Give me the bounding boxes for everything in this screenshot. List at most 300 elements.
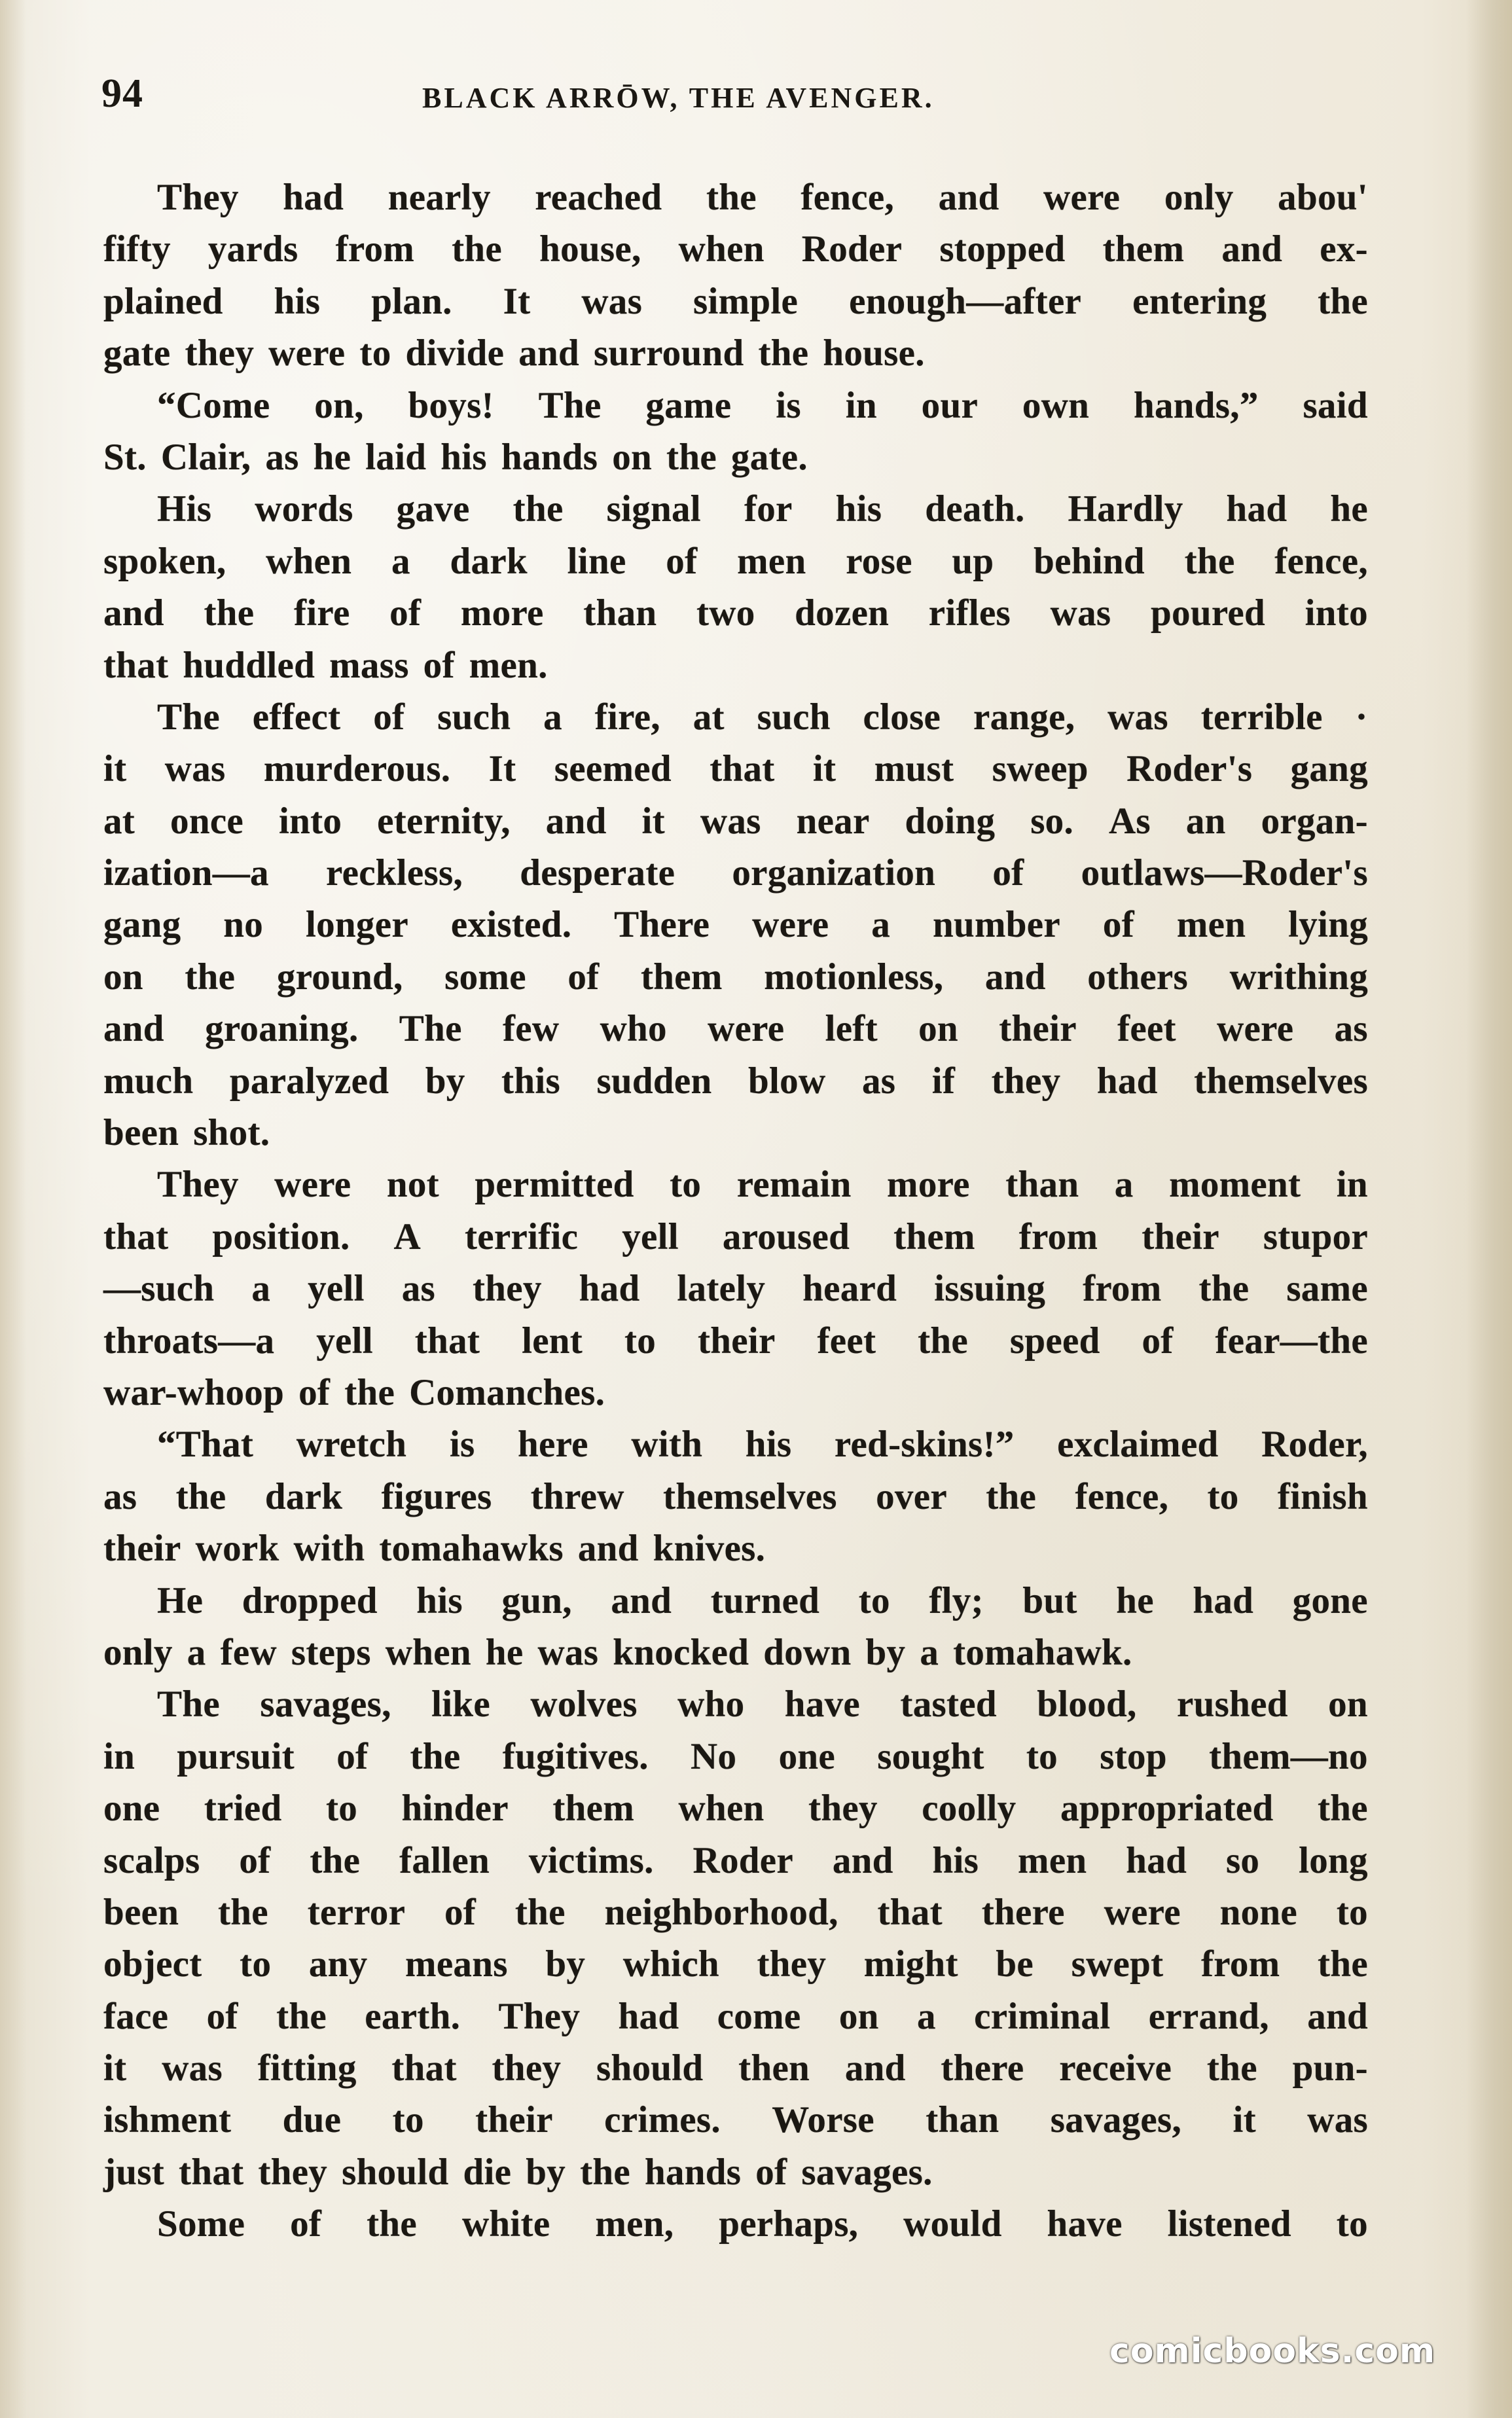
word: he: [313, 436, 351, 478]
word: pun-: [1292, 2048, 1368, 2089]
word: none: [1219, 1891, 1298, 1933]
word: from: [335, 228, 415, 270]
word: gun,: [501, 1579, 572, 1621]
word: by: [425, 1060, 465, 1102]
word: as: [265, 436, 299, 478]
word: that: [179, 2151, 244, 2193]
word: they: [185, 333, 255, 374]
word: it: [1233, 2099, 1256, 2141]
word: hands: [644, 2151, 742, 2193]
word: They: [157, 1164, 239, 1206]
word: pursuit: [177, 1735, 295, 1777]
word: feet: [1117, 1008, 1176, 1050]
word: had: [618, 1995, 679, 2037]
word: was: [700, 800, 761, 842]
word: said: [1303, 384, 1368, 426]
word: organ-: [1261, 800, 1368, 842]
word: remain: [736, 1164, 852, 1206]
word: and: [1307, 1995, 1368, 2037]
page-right-edge: [1466, 0, 1512, 2418]
word: The: [157, 696, 220, 738]
word: rifles: [928, 592, 1011, 634]
word: house.: [823, 333, 925, 374]
word: feet: [817, 1320, 876, 1362]
word: by: [865, 1631, 906, 1673]
text-line: [103, 899, 1368, 950]
word: had: [1126, 1839, 1187, 1881]
word: It: [503, 280, 531, 322]
word: the: [1318, 280, 1368, 322]
word: a: [187, 1631, 206, 1673]
word: Roder: [693, 1839, 794, 1881]
word: were: [1217, 1008, 1294, 1050]
word: lying: [1288, 904, 1368, 946]
word: them: [1102, 228, 1185, 270]
word: much: [103, 1060, 194, 1102]
word: enough—after: [849, 280, 1082, 322]
word: down: [763, 1631, 852, 1673]
word: gate.: [730, 436, 808, 478]
word: of: [992, 852, 1024, 894]
word: “Come: [157, 384, 270, 426]
word: ·: [1355, 696, 1368, 738]
word: lately: [677, 1268, 766, 1310]
word: his: [745, 1424, 792, 1466]
word: victims.: [528, 1839, 654, 1881]
text-line: [103, 847, 1368, 899]
word: object: [103, 1943, 202, 1985]
page-left-shadow: [0, 0, 26, 2418]
word: and: [844, 2048, 906, 2089]
word: on,: [314, 384, 364, 426]
word: Worse: [772, 2099, 874, 2141]
word: reckless,: [326, 852, 463, 894]
word: their: [475, 2099, 553, 2141]
word: his: [416, 1579, 463, 1621]
word: earth.: [365, 1995, 461, 2037]
word: of: [666, 540, 698, 582]
word: yell: [316, 1320, 373, 1362]
word: and: [611, 1579, 672, 1621]
word: mass: [329, 644, 409, 686]
word: the: [986, 1475, 1037, 1517]
word: a: [871, 904, 891, 946]
word: turned: [710, 1579, 820, 1621]
word: they: [473, 1268, 542, 1310]
word: criminal: [974, 1995, 1111, 2037]
word: few: [502, 1008, 560, 1050]
word: the: [452, 228, 503, 270]
word: death.: [925, 488, 1025, 530]
word: then: [738, 2048, 810, 2089]
word: seemed: [554, 748, 672, 790]
word: such: [437, 696, 511, 738]
word: gone: [1292, 1579, 1368, 1621]
word: into: [1305, 592, 1368, 634]
word: gang: [1290, 748, 1368, 790]
word: come: [717, 1995, 801, 2037]
word: The: [538, 384, 602, 426]
word: was: [537, 1631, 599, 1673]
running-title: BLACK ARRŌW, THE AVENGER.: [422, 82, 935, 114]
word: listened: [1167, 2203, 1291, 2245]
word: this: [501, 1060, 560, 1102]
text-line: [103, 431, 1368, 483]
word: white: [461, 2203, 550, 2245]
word: the: [513, 488, 564, 530]
word: had: [1226, 488, 1287, 530]
word: their: [1142, 1216, 1219, 1257]
word: be: [996, 1943, 1034, 1985]
word: the: [1184, 540, 1235, 582]
word: a: [543, 696, 562, 738]
word: their: [999, 1008, 1077, 1050]
word: gate: [103, 333, 171, 374]
word: savages.: [801, 2151, 933, 2193]
word: might: [863, 1943, 958, 1985]
word: into: [278, 800, 342, 842]
word: of: [423, 644, 455, 686]
word: were: [752, 904, 829, 946]
word: moment: [1169, 1164, 1301, 1206]
word: once: [170, 800, 244, 842]
word: own: [1022, 384, 1090, 426]
word: as: [861, 1060, 896, 1102]
word: to: [1207, 1475, 1239, 1517]
word: perhaps,: [719, 2203, 859, 2245]
word: reached: [535, 177, 662, 218]
word: spoken,: [103, 540, 226, 582]
word: knocked: [613, 1631, 749, 1673]
word: that: [103, 644, 169, 686]
word: any: [308, 1943, 368, 1985]
word: divide: [405, 333, 505, 374]
word: a: [251, 1268, 271, 1310]
text-line: [103, 1523, 1368, 1574]
word: appropriated: [1060, 1788, 1274, 1830]
word: poured: [1151, 592, 1266, 634]
word: the: [666, 436, 717, 478]
word: more: [460, 592, 544, 634]
word: nearly: [387, 177, 491, 218]
word: have: [1047, 2203, 1123, 2245]
word: knives.: [653, 1528, 766, 1570]
word: on: [1328, 1684, 1368, 1725]
word: plan.: [371, 280, 452, 322]
word: wolves: [530, 1684, 638, 1725]
word: were: [708, 1008, 785, 1050]
word: the: [758, 333, 809, 374]
word: Comanches.: [409, 1371, 605, 1413]
word: had: [283, 177, 344, 218]
word: themselves: [1194, 1060, 1368, 1102]
word: his: [932, 1839, 979, 1881]
word: tomahawks: [379, 1528, 564, 1570]
word: They: [498, 1995, 581, 2037]
word: they: [258, 2151, 328, 2193]
word: to: [325, 1788, 358, 1830]
word: dark: [450, 540, 528, 582]
word: had: [1096, 1060, 1158, 1102]
word: them: [893, 1216, 975, 1257]
word: there: [941, 2048, 1024, 2089]
word: sought: [877, 1735, 984, 1777]
word: house,: [539, 228, 641, 270]
text-line: [103, 1055, 1368, 1107]
word: line: [567, 540, 626, 582]
word: fear—the: [1215, 1320, 1368, 1362]
word: St.: [103, 436, 147, 478]
word: boys!: [408, 384, 494, 426]
word: Roder,: [1261, 1424, 1368, 1466]
text-line: [103, 276, 1368, 327]
word: the: [367, 2203, 418, 2245]
word: at: [103, 800, 135, 842]
text-line: [103, 1263, 1368, 1314]
word: others: [1087, 956, 1189, 998]
word: effect: [252, 696, 341, 738]
word: it: [641, 800, 665, 842]
watermark: comicbooks.com: [1109, 2332, 1436, 2371]
word: dropped: [242, 1579, 378, 1621]
word: long: [1299, 1839, 1368, 1881]
word: fire: [293, 592, 350, 634]
word: of: [336, 1735, 369, 1777]
word: his: [274, 280, 321, 322]
word: fence,: [1274, 540, 1368, 582]
word: fugitives.: [502, 1735, 649, 1777]
word: terrible: [1200, 696, 1323, 738]
word: to: [392, 2099, 424, 2141]
word: have: [784, 1684, 860, 1725]
word: heard: [802, 1268, 897, 1310]
word: the: [175, 1475, 226, 1517]
word: fallen: [399, 1839, 490, 1881]
word: hands: [501, 436, 598, 478]
word: abou': [1278, 177, 1368, 218]
word: Roder's: [1126, 748, 1253, 790]
word: same: [1286, 1268, 1368, 1310]
word: behind: [1034, 540, 1145, 582]
word: should: [342, 2151, 449, 2193]
word: yards: [207, 228, 298, 270]
word: the: [918, 1320, 969, 1362]
word: his: [835, 488, 882, 530]
word: that: [414, 1320, 480, 1362]
word: the: [310, 1839, 361, 1881]
text-line: [103, 691, 1368, 743]
word: signal: [606, 488, 701, 530]
word: murderous.: [263, 748, 451, 790]
word: but: [1022, 1579, 1077, 1621]
word: he: [1116, 1579, 1154, 1621]
word: tried: [204, 1788, 282, 1830]
word: there: [981, 1891, 1065, 1933]
text-line: [103, 2198, 1368, 2250]
text-line: [103, 483, 1368, 535]
word: of: [298, 1371, 331, 1413]
word: not: [386, 1164, 439, 1206]
word: His: [157, 488, 212, 530]
word: Some: [157, 2203, 245, 2245]
word: from: [1083, 1268, 1162, 1310]
text-line: [103, 1938, 1368, 1990]
word: he: [485, 1631, 524, 1673]
word: for: [744, 488, 793, 530]
word: they: [492, 2048, 562, 2089]
word: had: [1193, 1579, 1254, 1621]
word: finish: [1277, 1475, 1368, 1517]
word: laid: [365, 436, 427, 478]
text-line: [103, 1731, 1368, 1782]
word: yell: [308, 1268, 365, 1310]
text-line: [103, 1782, 1368, 1834]
word: from: [1201, 1943, 1280, 1985]
word: of: [567, 956, 600, 998]
word: who: [677, 1684, 745, 1725]
word: to: [858, 1579, 890, 1621]
word: paralyzed: [229, 1060, 389, 1102]
word: eternity,: [377, 800, 511, 842]
text-line: [103, 380, 1368, 431]
word: when: [678, 1788, 765, 1830]
word: work: [195, 1528, 279, 1570]
word: longer: [306, 904, 408, 946]
word: a: [920, 1631, 939, 1673]
word: was: [1307, 2099, 1368, 2141]
word: only: [103, 1631, 173, 1673]
word: and: [938, 177, 999, 218]
word: than: [583, 592, 657, 634]
word: one: [103, 1788, 160, 1830]
word: who: [600, 1008, 667, 1050]
word: organization: [732, 852, 936, 894]
word: blood,: [1037, 1684, 1137, 1725]
word: by: [545, 1943, 586, 1985]
word: that: [391, 2048, 457, 2089]
text-line: [103, 951, 1368, 1003]
word: them: [641, 956, 723, 998]
word: shot.: [193, 1112, 270, 1154]
word: was: [1107, 696, 1168, 738]
word: A: [393, 1216, 422, 1257]
text-line: [103, 1835, 1368, 1886]
page-number: 94: [101, 71, 143, 116]
word: the: [706, 177, 757, 218]
word: writhing: [1229, 956, 1368, 998]
word: dark: [264, 1475, 343, 1517]
word: yell: [622, 1216, 679, 1257]
word: the: [218, 1891, 268, 1933]
word: There: [614, 904, 710, 946]
word: were: [274, 1164, 351, 1206]
word: to: [240, 1943, 272, 1985]
word: few: [220, 1631, 277, 1673]
text-line: [103, 1471, 1368, 1523]
word: here: [517, 1424, 588, 1466]
text-line: [103, 1678, 1368, 1730]
word: was: [162, 2048, 223, 2089]
word: the: [185, 956, 236, 998]
word: his: [441, 436, 487, 478]
word: of: [206, 1995, 238, 2037]
word: fitting: [257, 2048, 357, 2089]
word: The: [399, 1008, 462, 1050]
word: on: [103, 956, 143, 998]
word: the: [410, 1735, 461, 1777]
word: men: [1018, 1839, 1087, 1881]
word: by: [526, 2151, 566, 2193]
word: fence,: [801, 177, 895, 218]
word: is: [776, 384, 801, 426]
word: so.: [1030, 800, 1074, 842]
word: at: [693, 696, 725, 738]
word: red-skins!”: [834, 1424, 1015, 1466]
word: up: [952, 540, 994, 582]
word: the: [1206, 2048, 1257, 2089]
word: that: [710, 748, 775, 790]
word: of: [290, 2203, 322, 2245]
word: swept: [1071, 1943, 1164, 1985]
word: tasted: [900, 1684, 997, 1725]
word: ization—a: [103, 852, 269, 894]
word: they: [991, 1060, 1061, 1102]
word: throats—a: [103, 1320, 275, 1362]
word: simple: [693, 280, 799, 322]
word: men,: [595, 2203, 674, 2245]
word: stop: [1100, 1735, 1167, 1777]
text-line: [103, 327, 1368, 379]
word: left: [825, 1008, 878, 1050]
word: hands,”: [1133, 384, 1259, 426]
word: sudden: [596, 1060, 712, 1102]
word: speed: [1009, 1320, 1100, 1362]
word: if: [931, 1060, 956, 1102]
word: men: [737, 540, 806, 582]
word: near: [796, 800, 870, 842]
word: the: [1318, 1943, 1368, 1985]
word: and: [832, 1839, 893, 1881]
word: which: [622, 1943, 719, 1985]
word: and: [1221, 228, 1283, 270]
word: ishment: [103, 2099, 232, 2141]
word: motionless,: [764, 956, 944, 998]
word: face: [103, 1995, 169, 2037]
page-header: [101, 71, 1368, 123]
word: ex-: [1320, 228, 1368, 270]
word: blow: [748, 1060, 826, 1102]
word: plained: [103, 280, 223, 322]
word: means: [405, 1943, 508, 1985]
word: in: [1336, 1164, 1368, 1206]
word: Roder: [801, 228, 903, 270]
word: “That: [157, 1424, 254, 1466]
word: He: [157, 1579, 204, 1621]
word: to: [670, 1164, 702, 1206]
word: of: [239, 1839, 271, 1881]
word: It: [488, 748, 516, 790]
word: only: [1164, 177, 1234, 218]
word: scalps: [103, 1839, 200, 1881]
word: the: [1318, 1788, 1368, 1830]
text-line: [103, 640, 1368, 691]
word: the: [1198, 1268, 1250, 1310]
word: war-whoop: [103, 1371, 285, 1413]
word: lent: [522, 1320, 583, 1362]
word: it: [103, 748, 127, 790]
word: the: [580, 2151, 630, 2193]
word: As: [1108, 800, 1151, 842]
